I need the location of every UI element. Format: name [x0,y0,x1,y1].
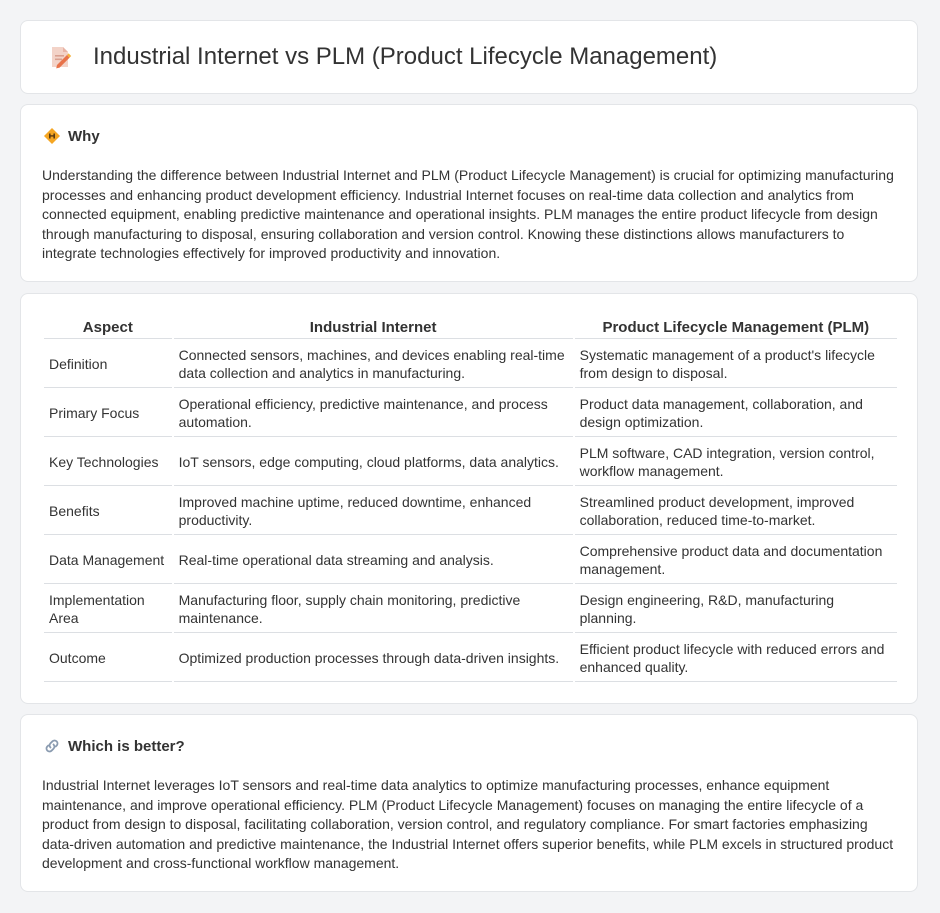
table-row [44,634,897,682]
why-section [20,104,918,282]
aspect-cell: Definition [44,340,172,388]
header-plm: Product Lifecycle Management (PLM) [575,316,897,339]
aspect-cell: Data Management [44,536,172,584]
aspect-cell: Implementation Area [44,585,172,633]
link-icon [43,737,61,755]
plm-cell: Product data management, collaboration, and design optimization. [575,389,897,437]
road-sign-icon [43,127,61,145]
industrial-internet-cell: Real-time operational data streaming and analysis. [174,536,573,584]
page-title: Industrial Internet vs PLM (Product Lifecycle Management) [93,43,718,70]
better-heading: Which is better? [68,737,185,755]
industrial-internet-cell: Improved machine uptime, reduced downtime, enhanced productivity. [174,487,573,535]
plm-cell: PLM software, CAD integration, version control, workflow management. [575,438,897,486]
header-aspect: Aspect [44,316,172,339]
which-is-better-section [20,714,918,892]
better-text: Industrial Internet leverages IoT sensors and real-time data analytics to optimize manufacturing processes, enhance equipment maintenance, and improve operational efficiency. PLM (Product Lifecycle Management) focuses on managing the entire lifecycle of a product from design to disposal, facilitating collaboration, version control, and regulatory compliance. For smart factories emphasizing data-driven automation and predictive maintenance, the Industrial Internet offers superior benefits, while PLM excels in structured product development and cross-functional workflow management. [42,777,894,872]
aspect-cell: Key Technologies [44,438,172,486]
table-row [44,389,897,437]
table-row [44,340,897,388]
table-header-row [44,316,897,339]
plm-cell: Systematic management of a product's lifecycle from design to disposal. [575,340,897,388]
comparison-card [20,293,918,704]
header-industrial-internet: Industrial Internet [174,316,573,339]
aspect-cell: Outcome [44,634,172,682]
aspect-cell: Benefits [44,487,172,535]
industrial-internet-cell: Operational efficiency, predictive maintenance, and process automation. [174,389,573,437]
plm-cell: Design engineering, R&D, manufacturing planning. [575,585,897,633]
industrial-internet-cell: IoT sensors, edge computing, cloud platforms, data analytics. [174,438,573,486]
plm-cell: Efficient product lifecycle with reduced errors and enhanced quality. [575,634,897,682]
aspect-cell: Primary Focus [44,389,172,437]
table-row [44,536,897,584]
industrial-internet-cell: Connected sensors, machines, and devices enabling real-time data collection and analytics in manufacturing. [174,340,573,388]
industrial-internet-cell: Optimized production processes through data-driven insights. [174,634,573,682]
table-row [44,438,897,486]
title-card [20,20,918,94]
table-row [44,487,897,535]
table-row [44,585,897,633]
why-text: Understanding the difference between Industrial Internet and PLM (Product Lifecycle Management) is crucial for optimizing manufacturing processes and enhancing product development efficiency. Industrial Internet focuses on real-time data collection and analytics from connected equipment, enabling predictive maintenance and operational insights. PLM manages the entire product lifecycle from design through manufacturing to disposal, ensuring collaboration and version control. Knowing these distinctions allows manufacturers to integrate technologies effectively for improved productivity and innovation. [42,167,894,262]
industrial-internet-cell: Manufacturing floor, supply chain monitoring, predictive maintenance. [174,585,573,633]
why-heading: Why [68,127,100,145]
plm-cell: Comprehensive product data and documentation management. [575,536,897,584]
document-pencil-icon [47,44,73,70]
plm-cell: Streamlined product development, improved collaboration, reduced time-to-market. [575,487,897,535]
comparison-table [42,315,899,683]
